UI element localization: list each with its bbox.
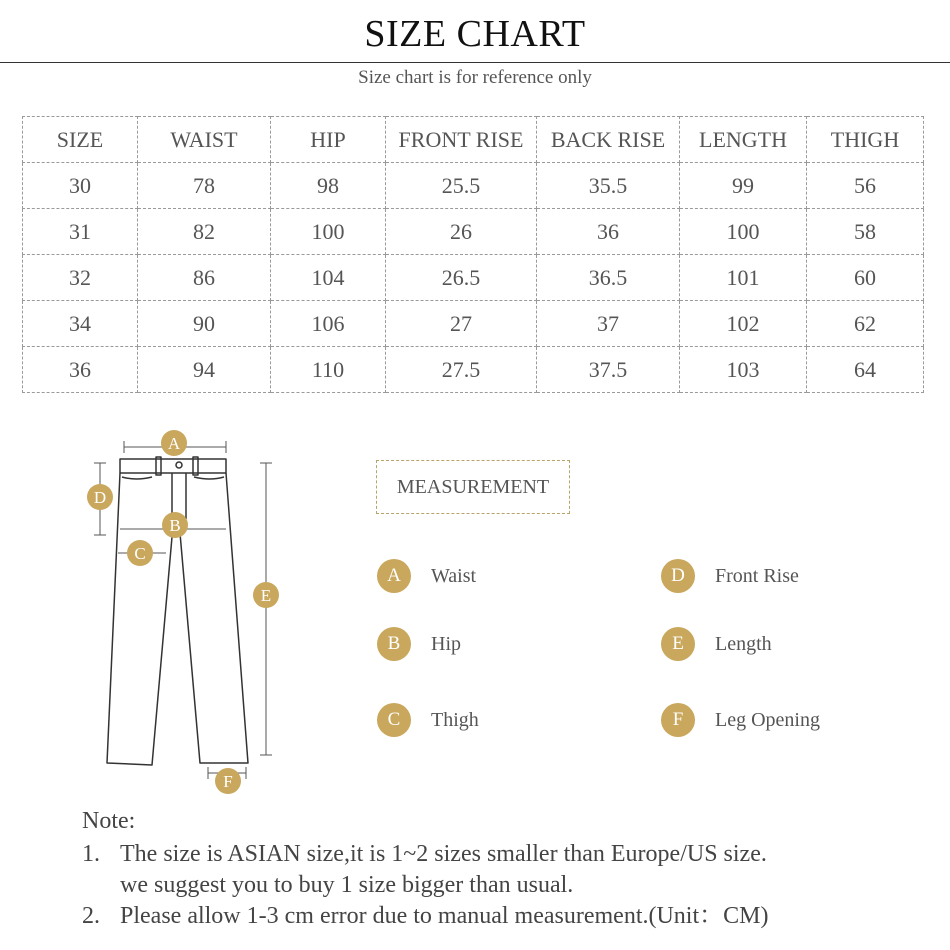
table-cell: 26 <box>386 209 537 255</box>
table-cell: 27.5 <box>386 347 537 393</box>
header-back-rise: BACK RISE <box>537 117 680 163</box>
marker-letter: B <box>169 516 181 535</box>
table-cell: 103 <box>680 347 807 393</box>
table-cell: 62 <box>807 301 924 347</box>
table-cell: 82 <box>138 209 271 255</box>
page-title: SIZE CHART <box>364 13 586 55</box>
marker-letter: F <box>223 772 233 791</box>
header-front-rise: FRONT RISE <box>386 117 537 163</box>
badge-f: F <box>661 703 695 737</box>
table-row <box>23 301 924 347</box>
table-row <box>23 209 924 255</box>
badge-a: A <box>377 559 411 593</box>
header-thigh: THIGH <box>807 117 924 163</box>
table-cell: 34 <box>23 301 138 347</box>
table-cell: 86 <box>138 255 271 301</box>
legend-label: Waist <box>431 564 477 587</box>
table-cell: 26.5 <box>386 255 537 301</box>
legend-label: Thigh <box>431 708 479 731</box>
table-cell: 104 <box>271 255 386 301</box>
marker-letter: C <box>134 544 146 563</box>
table-cell: 37 <box>537 301 680 347</box>
diagram-markers <box>87 430 279 794</box>
table-cell: 100 <box>271 209 386 255</box>
table-cell: 31 <box>23 209 138 255</box>
legend-item-thigh <box>377 703 479 737</box>
legend-label: Leg Opening <box>715 708 820 731</box>
note-number: 1. <box>82 841 100 867</box>
header-length: LENGTH <box>680 117 807 163</box>
table-row <box>23 163 924 209</box>
marker-letter: E <box>260 586 272 605</box>
badge-c: C <box>377 703 411 737</box>
table-cell: 60 <box>807 255 924 301</box>
pants-diagram <box>80 425 290 805</box>
table-cell: 102 <box>680 301 807 347</box>
pants-outline-icon <box>80 425 290 805</box>
legend-item-waist <box>377 559 476 593</box>
table-cell: 36 <box>537 209 680 255</box>
table-cell: 58 <box>807 209 924 255</box>
legend-item-front-rise <box>661 559 799 593</box>
note-text: The size is ASIAN size,it is 1~2 sizes smaller than Europe/US size. <box>120 841 767 867</box>
table-row <box>23 255 924 301</box>
table-cell: 37.5 <box>537 347 680 393</box>
table-cell: 30 <box>23 163 138 209</box>
table-cell: 36 <box>23 347 138 393</box>
size-table <box>22 116 924 393</box>
table-cell: 64 <box>807 347 924 393</box>
legend-label: Hip <box>431 632 461 655</box>
page-subtitle: Size chart is for reference only <box>358 67 592 88</box>
table-cell: 110 <box>271 347 386 393</box>
note-item-1 <box>82 839 768 870</box>
table-cell: 99 <box>680 163 807 209</box>
legend-label: Length <box>715 632 772 655</box>
legend-item-length <box>661 627 772 661</box>
title-divider <box>0 62 950 63</box>
note-text-continued: we suggest you to buy 1 size bigger than usual. <box>120 872 574 898</box>
legend-item-leg-opening <box>661 703 820 737</box>
note-item-2 <box>82 901 768 932</box>
table-cell: 35.5 <box>537 163 680 209</box>
table-cell: 98 <box>271 163 386 209</box>
marker-letter: D <box>93 488 107 507</box>
measurement-heading: MEASUREMENT <box>376 460 570 514</box>
table-cell: 94 <box>138 347 271 393</box>
table-cell: 78 <box>138 163 271 209</box>
note-number: 2. <box>82 903 100 929</box>
table-cell: 25.5 <box>386 163 537 209</box>
legend-label: Front Rise <box>715 564 799 587</box>
note-text: Please allow 1-3 cm error due to manual measurement.(Unit：CM) <box>120 903 769 929</box>
notes-heading: Note: <box>82 808 136 834</box>
table-cell: 32 <box>23 255 138 301</box>
marker-letter: A <box>167 434 181 453</box>
table-row <box>23 347 924 393</box>
legend-item-hip <box>377 627 461 661</box>
header-hip: HIP <box>271 117 386 163</box>
table-cell: 36.5 <box>537 255 680 301</box>
header-size: SIZE <box>23 117 138 163</box>
table-cell: 56 <box>807 163 924 209</box>
badge-b: B <box>377 627 411 661</box>
badge-e: E <box>661 627 695 661</box>
table-cell: 100 <box>680 209 807 255</box>
table-cell: 101 <box>680 255 807 301</box>
table-header-row <box>23 117 924 163</box>
table-cell: 106 <box>271 301 386 347</box>
table-cell: 27 <box>386 301 537 347</box>
table-cell: 90 <box>138 301 271 347</box>
header-waist: WAIST <box>138 117 271 163</box>
notes-section <box>82 808 768 932</box>
badge-d: D <box>661 559 695 593</box>
